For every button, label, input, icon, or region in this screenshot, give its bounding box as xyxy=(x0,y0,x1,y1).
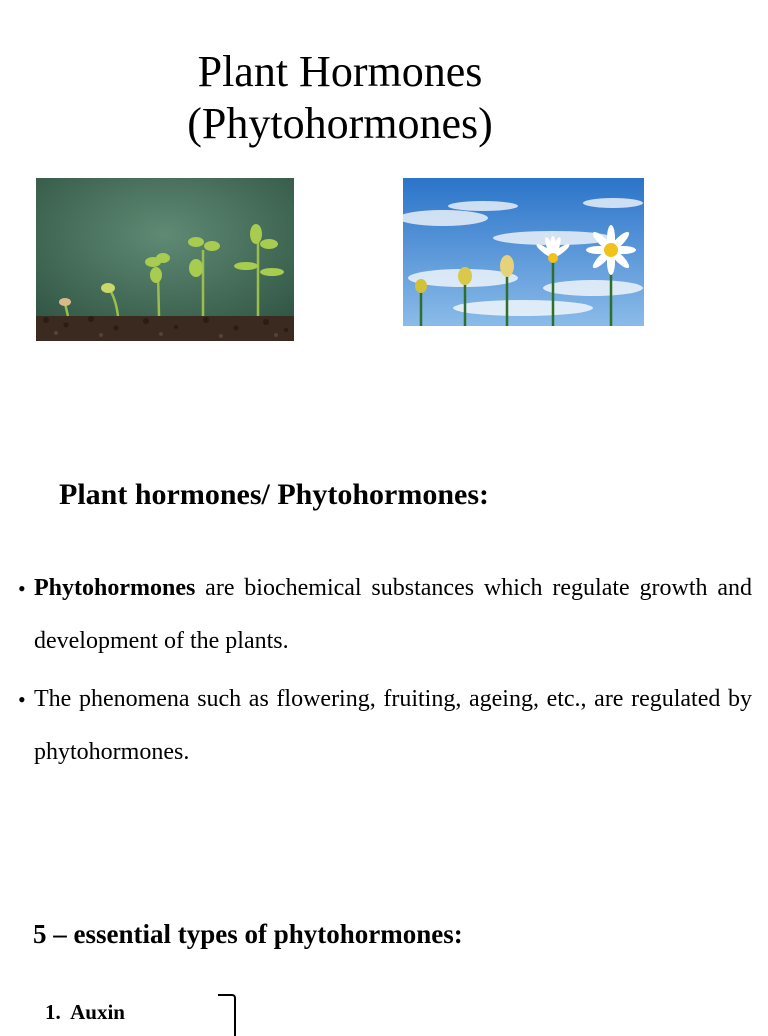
seedlings-image xyxy=(36,178,294,341)
bullet-text xyxy=(34,673,752,779)
bullet-phenomena-regulated xyxy=(18,673,752,779)
title-line-2: (Phytohormones) xyxy=(187,99,493,148)
bullet-bold-term: Phytohormones xyxy=(34,575,196,601)
grouping-bracket xyxy=(218,994,236,1036)
bullet-body: The phenomena such as flowering, fruiting, ageing, etc., are regulated by phytohormones. xyxy=(34,686,752,765)
list-label: Auxin xyxy=(70,1000,125,1024)
section-heading-plant-hormones: Plant hormones/ Phytohormones: xyxy=(59,478,489,511)
bullet-dot: • xyxy=(18,687,26,712)
bullet-dot: • xyxy=(18,576,26,601)
title-line-1: Plant Hormones xyxy=(197,47,483,96)
list-number: 1. xyxy=(45,1000,61,1024)
bullet-body: are biochemical substances which regulate growth and development of the plants. xyxy=(34,575,752,654)
section-heading-essential-types: 5 – essential types of phytohormones: xyxy=(33,919,463,949)
list-item-auxin xyxy=(45,1000,125,1025)
bullet-text xyxy=(34,562,752,668)
daisies-image xyxy=(403,178,644,326)
bullet-phytohormones-definition xyxy=(18,562,752,668)
page-title xyxy=(120,46,560,150)
